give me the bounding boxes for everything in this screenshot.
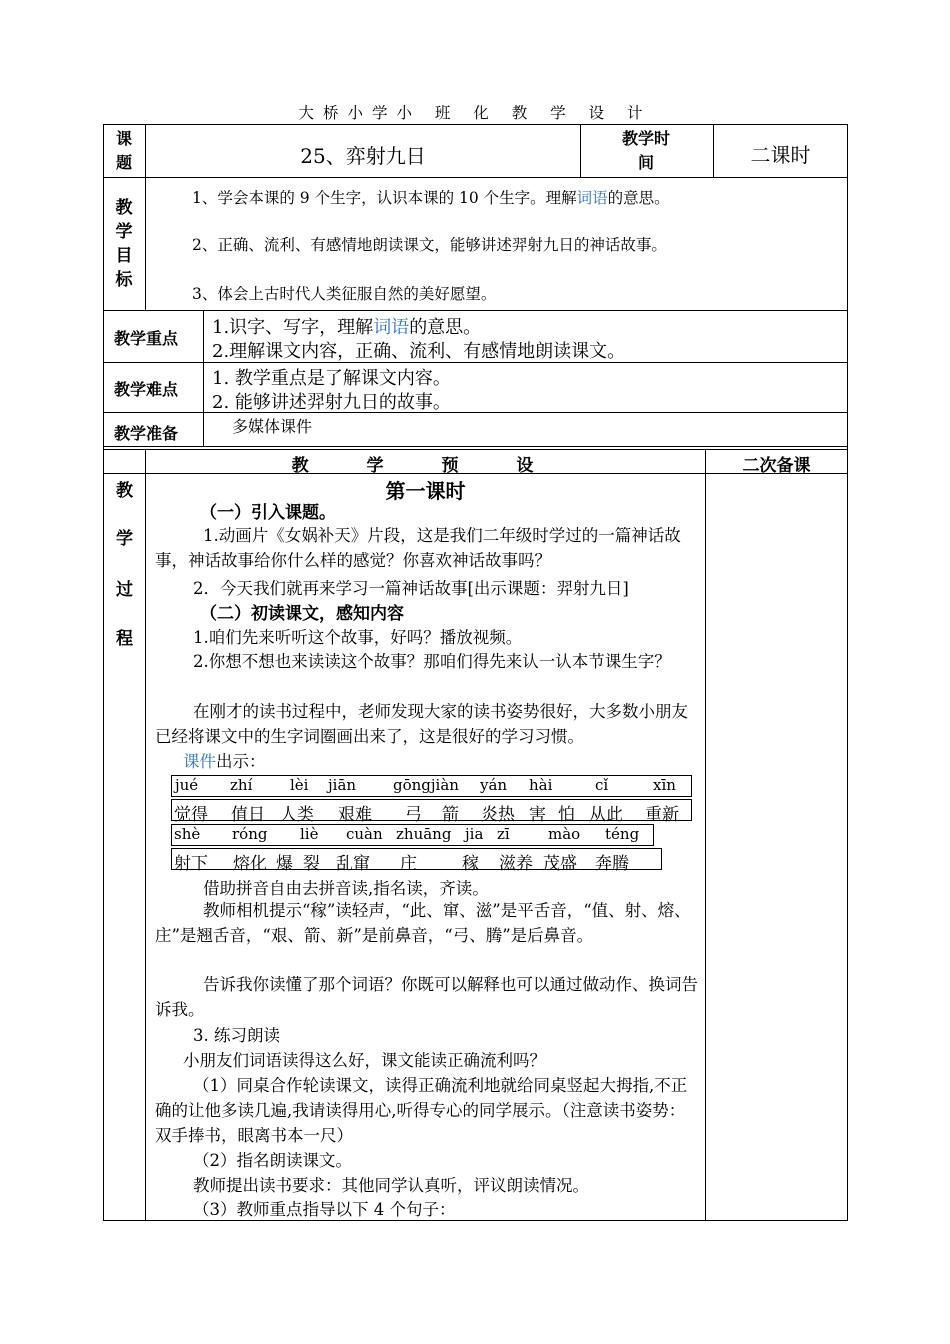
paragraph: 教师提出读书要求：其他同学认真听，评议朗读情况。 (193, 1176, 589, 1195)
hanzi: 乱窜 (336, 854, 370, 874)
hanzi: 熔化 (233, 854, 267, 874)
process-label-char: 过 (116, 580, 133, 600)
objective-text: 1、学会本课的 9 个生字，认识本课的 10 个生字。理解 (192, 189, 577, 207)
col-divider (705, 449, 706, 1221)
col-divider (145, 449, 146, 1221)
hanzi: 艰难 (338, 805, 372, 825)
process-label-char: 教 (116, 481, 133, 501)
pinyin: lèi (290, 776, 309, 794)
time-label: 教学时间 (622, 129, 671, 172)
paragraph: （2）指名朗读课文。 (193, 1151, 352, 1170)
hanzi: 值日 (231, 805, 265, 825)
pinyin: xīn (653, 776, 676, 794)
hanzi: 裂 (303, 854, 320, 874)
difficulty-1: 1. 教学重点是了解课文内容。 (212, 368, 451, 389)
lesson-period-title: 第一课时 (385, 479, 466, 503)
pinyin: cǐ (595, 776, 609, 794)
subsection-heading: 3. 练习朗读 (193, 1026, 280, 1045)
paragraph: 借助拼音自由去拼音读,指名读，齐读。 (203, 879, 489, 898)
pinyin: hài (529, 776, 553, 794)
pinyin: mào (548, 825, 581, 843)
pinyin: yán (480, 776, 508, 794)
hanzi: 奔腾 (595, 854, 629, 874)
hanzi: 人类 (280, 805, 314, 825)
hanzi: 弓 (405, 805, 422, 825)
pinyin: zhí (230, 776, 253, 794)
table-border-left (103, 124, 104, 1221)
col-divider (580, 124, 581, 178)
row-divider (103, 310, 848, 311)
pinyin: jia (465, 825, 484, 843)
paragraph: （3）教师重点指导以下 4 个句子： (193, 1200, 456, 1219)
hanzi: 庄 (400, 854, 417, 874)
section-heading: （一）引入课题。 (200, 503, 336, 523)
hanzi: 稼 (462, 854, 479, 874)
hanzi: 炎热 (481, 805, 515, 825)
pinyin: zhuāng (396, 825, 452, 843)
objective-item-2: 2、正确、流利、有感情地朗读课文，能够讲述羿射九日的神话故事。 (192, 236, 667, 254)
hanzi: 射下 (174, 854, 208, 874)
lesson-topic: 25、弈射九日 (300, 144, 426, 168)
pinyin: téng (605, 825, 640, 843)
page-header-title: 大桥小学小 班 化 教 学 设 计 (298, 104, 652, 122)
col-divider (203, 310, 204, 447)
hanzi: 怕 (558, 805, 575, 825)
hanzi: 重新 (645, 805, 679, 825)
key-point-2: 2.理解课文内容，正确、流利、有感情地朗读课文。 (212, 341, 626, 362)
pinyin: liè (300, 825, 319, 843)
pinyin: zī (497, 825, 510, 843)
key-point-text: 1.识字、写字，理解 (212, 317, 374, 338)
hanzi-row (171, 848, 662, 874)
hanzi: 觉得 (174, 805, 208, 825)
row-divider (103, 177, 848, 178)
pinyin: gōngjiàn (393, 776, 459, 794)
objective-text: 的意思。 (607, 189, 670, 207)
paragraph: 告诉我你读懂了那个词语？你既可以解释也可以通过做动作、换词告诉我。 (155, 975, 698, 1019)
paragraph: 在刚才的读书过程中，老师发现大家的读书姿势很好，大多数小朋友已经将课文中的生字词圈画出来了，这是很好的学习习惯。 (155, 702, 688, 746)
hanzi: 茂盛 (543, 854, 577, 874)
courseware-text: 出示： (216, 752, 266, 771)
section-heading: （二）初读课文，感知内容 (200, 604, 404, 624)
hanzi: 滋养 (499, 854, 533, 874)
table-border-right (847, 124, 848, 1221)
paragraph: （1）同桌合作轮读课文，读得正确流利地就给同桌竖起大拇指,不正确的让他多读几遍,我请读得用心,听得专心的同学展示。（注意读书姿势：双手捧书，眼离书本一尺） (155, 1076, 688, 1145)
pinyin: jiān (328, 776, 357, 794)
time-value: 二课时 (750, 143, 811, 167)
preparation-label: 教学准备 (114, 424, 179, 443)
key-point-text: 的意思。 (409, 317, 482, 338)
pinyin: róng (232, 825, 268, 843)
pinyin: cuàn (346, 825, 383, 843)
courseware-link[interactable]: 课件 (183, 752, 216, 771)
preparation-value: 多媒体课件 (232, 417, 313, 436)
hanzi: 箭 (442, 805, 459, 825)
paragraph: 2.你想不想也来读读这个故事？那咱们得先来认一认本节课生字？ (193, 652, 671, 671)
pinyin: shè (174, 825, 201, 843)
difficulties-label: 教学难点 (114, 380, 179, 399)
objective-item-3: 3、体会上古时代人类征服自然的美好愿望。 (192, 285, 497, 303)
paragraph: 教师相机提示“稼”读轻声，“此、窜、滋”是平舌音，“值、射、熔、庄”是翘舌音，“艰、箭、新”是前鼻音，“弓、腾”是后鼻音。 (155, 901, 691, 945)
process-label-char: 程 (116, 629, 133, 649)
vocab-link[interactable]: 词语 (576, 189, 608, 207)
courseware-line (183, 748, 266, 772)
process-label-char: 学 (116, 529, 133, 549)
process-header-title: 教 学 预 设 (291, 456, 560, 476)
vocab-link[interactable]: 词语 (373, 317, 410, 338)
paragraph: 1.咱们先来听听这个故事，好吗？播放视频。 (193, 628, 523, 647)
hanzi: 害 (529, 805, 546, 825)
hanzi: 从此 (589, 805, 623, 825)
table-border-bottom (103, 1220, 848, 1221)
objectives-label: 教学目标 (115, 198, 133, 290)
paragraph: 2．今天我们就再来学习一篇神话故事[出示课题：羿射九日] (193, 579, 629, 598)
pinyin-row (171, 775, 692, 797)
hanzi-row (171, 799, 692, 825)
pinyin: jué (175, 776, 199, 794)
hanzi: 爆 (276, 854, 293, 874)
key-points-label: 教学重点 (114, 329, 179, 348)
second-prep-header: 二次备课 (742, 456, 811, 476)
row-divider-double (103, 449, 848, 450)
pinyin-row (171, 824, 654, 846)
table-border-top (103, 124, 848, 125)
key-point-1 (212, 313, 481, 339)
objective-item-1 (192, 186, 670, 208)
topic-label: 课题 (115, 129, 132, 172)
paragraph: 小朋友们词语读得这么好，课文能读正确流利吗？ (183, 1051, 546, 1070)
difficulty-2: 2. 能够讲述羿射九日的故事。 (212, 392, 451, 413)
row-divider (103, 446, 848, 447)
paragraph: 1.动画片《女娲补天》片段，这是我们二年级时学过的一篇神话故事，神话故事给你什么样的感觉？你喜欢神话故事吗？ (155, 526, 681, 570)
